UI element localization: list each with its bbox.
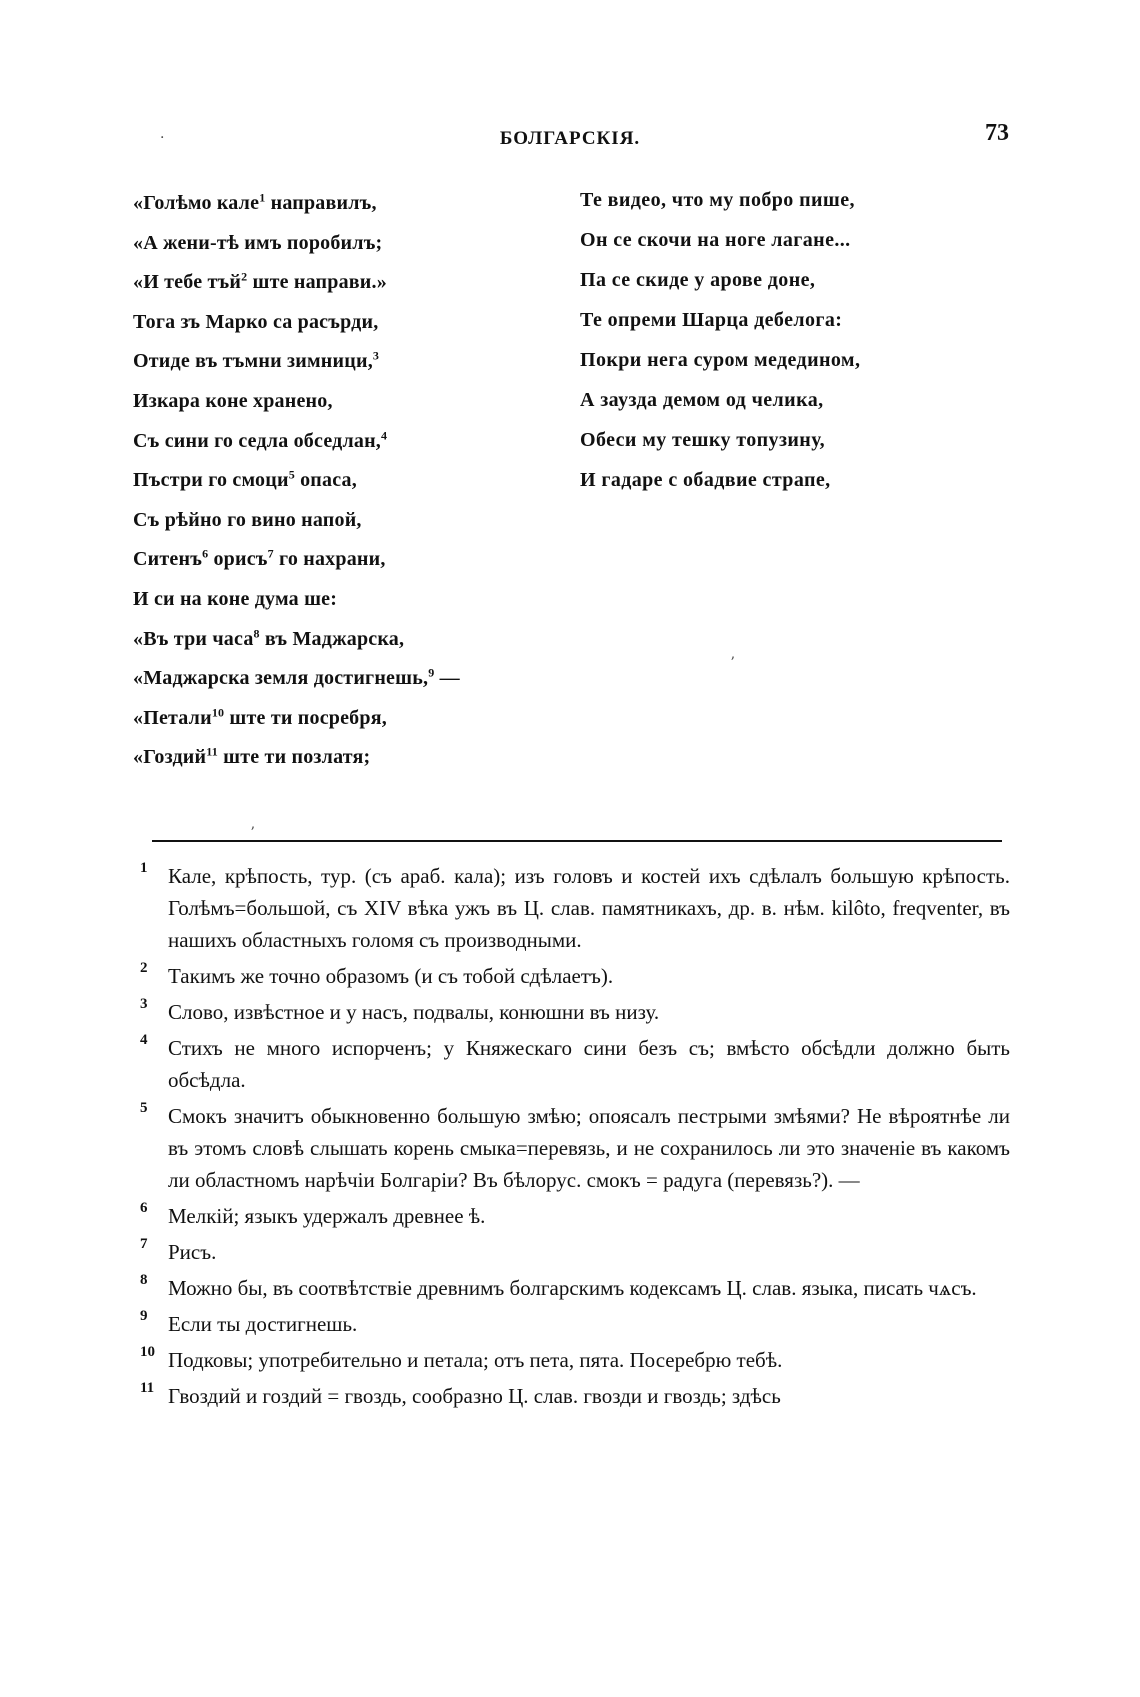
footnote-ref[interactable]: 8 [253, 625, 260, 640]
footnote-text: Мелкій; языкъ удержалъ древнее ѣ. [168, 1204, 486, 1228]
verse-text: «И тебе тъй [133, 271, 242, 294]
verse-text: Тога зъ Марко са расърди, [133, 310, 379, 333]
poem-right-column [580, 180, 1000, 500]
footnote-number: 9 [140, 1308, 148, 1324]
footnote [140, 1236, 1010, 1268]
footnote-ref[interactable]: 3 [372, 348, 380, 363]
footnote [140, 960, 1010, 992]
footnote [140, 1100, 1010, 1196]
verse-line [133, 659, 573, 699]
verse-line: Те видео, что му побро пише, [580, 189, 855, 211]
footnote-number: 8 [140, 1272, 148, 1288]
footnote-ref[interactable]: 1 [259, 190, 266, 205]
verse-text: Съ рѣйно го вино напой, [133, 508, 362, 531]
verse-text: ште направи.» [247, 271, 387, 294]
footnote [140, 1344, 1010, 1376]
footnote-ref[interactable]: 10 [211, 705, 225, 720]
verse-text: ште ти посребря, [224, 706, 387, 729]
verse-text: Отиде въ тъмни зимници, [133, 350, 373, 373]
footnote-text: Такимъ же точно образомъ (и съ тобой сдѣлаетъ). [168, 964, 614, 988]
verse-text: орисъ [208, 548, 268, 571]
verse-text: въ Маджарска, [259, 627, 405, 650]
footnote [140, 1272, 1010, 1304]
verse-line [133, 263, 573, 303]
footnote-text: Кале, крѣпость, тур. (съ араб. кала); изъ головъ и костей ихъ сдѣлалъ большую крѣпость. Голѣмъ=большой, съ XIV вѣка ужъ въ Ц. слав. памятникахъ, др. в. нѣм. kilôto, freqventer, въ нашихъ областныхъ голомя съ производными. [168, 864, 1010, 952]
paper-speck: · [160, 130, 165, 146]
footnote-number: 3 [140, 996, 148, 1012]
verse-line [133, 382, 573, 422]
footnote-number: 2 [140, 960, 148, 976]
footnote-text: Гвоздий и гоздий = гвоздь, сообразно Ц. слав. гвозди и гвоздь; здѣсь [168, 1384, 781, 1408]
footnote [140, 1380, 1010, 1412]
verse-text: «Въ три часа [133, 627, 254, 650]
footnote-number: 7 [140, 1236, 148, 1252]
footnote [140, 1032, 1010, 1096]
verse-line [133, 184, 573, 224]
verse-text: ште ти позлатя; [217, 746, 371, 769]
footnote-text: Подковы; употребительно и петала; отъ пета, пята. Посеребрю тебѣ. [168, 1348, 783, 1372]
paper-speck: ʼ [250, 825, 255, 841]
footnote-number: 6 [140, 1200, 148, 1216]
verse-line [133, 540, 573, 580]
verse-line [133, 580, 573, 620]
verse-text: опаса, [294, 469, 357, 492]
verse-line: Па се скиде у арове доне, [580, 269, 816, 291]
verse-line: А заузда демом од челика, [580, 389, 824, 411]
verse-text: «Гоздий [133, 746, 207, 769]
footnote-ref[interactable]: 2 [241, 269, 248, 284]
verse-line [133, 342, 573, 382]
verse-line [133, 501, 573, 541]
verse-text: «А жени-тѣ имъ поробилъ; [133, 231, 383, 254]
verse-line [133, 224, 573, 264]
verse-text: Съ сини го седла обседлан, [133, 429, 382, 452]
footnote-ref[interactable]: 4 [381, 427, 388, 442]
footnote-number: 5 [140, 1100, 148, 1116]
verse-text: «Маджарска земля достигнешь, [133, 667, 429, 690]
footnote-text: Слово, извѣстное и у насъ, подвалы, конюшни въ низу. [168, 1000, 660, 1024]
verse-text: И си на коне дума ше: [133, 587, 338, 610]
verse-line [133, 461, 573, 501]
verse-text: «Петали [133, 706, 212, 729]
footnote-text: Стихъ не много испорченъ; у Княжескаго сини безъ съ; вмѣсто обсѣдли должно быть обсѣдла. [168, 1036, 1010, 1092]
footnote [140, 860, 1010, 956]
paper-speck: ʼ [730, 655, 735, 671]
footnote-text: Если ты достигнешь. [168, 1312, 358, 1336]
footnote-ref[interactable]: 6 [202, 546, 209, 561]
verse-text: Пъстри го смоци [133, 469, 289, 492]
verse-text: — [434, 667, 460, 690]
footnote-ref[interactable]: 7 [267, 546, 274, 561]
footnote [140, 1200, 1010, 1232]
verse-line: Те опреми Шарца дебелога: [580, 309, 843, 331]
verse-line: Обеси му тешку топузину, [580, 429, 826, 451]
verse-line [133, 303, 573, 343]
verse-text: «Голѣмо кале [133, 192, 260, 214]
footnote-ref[interactable]: 11 [206, 744, 218, 759]
verse-line [133, 422, 573, 462]
footnote-ref[interactable]: 9 [428, 665, 435, 680]
footnote-number: 4 [140, 1032, 148, 1048]
page-number: 73 [985, 120, 1009, 146]
footnote-text: Рисъ. [168, 1240, 217, 1264]
footnote [140, 996, 1010, 1028]
verse-line [133, 620, 573, 660]
footnote-number: 11 [140, 1380, 155, 1396]
running-header: БОЛГАРСКІЯ. [499, 128, 641, 149]
verse-line [133, 738, 573, 778]
footnote-text: Смокъ значитъ обыкновенно большую змѣю; опоясалъ пестрыми змѣями? Не вѣроятнѣе ли въ этомъ словѣ слышать корень смыка=перевязь, и не сохранилось ли это значеніе въ какомъ ли областномъ нарѣчіи Болгаріи? Въ бѣлорус. смокъ = радуга (перевязь?). — [168, 1104, 1010, 1192]
footnote-text: Можно бы, въ соотвѣтствіе древнимъ болгарскимъ кодексамъ Ц. слав. языка, писать чѧсъ. [168, 1276, 977, 1300]
footnote-number: 10 [140, 1344, 155, 1360]
footnotes-section [140, 860, 1010, 1416]
verse-line: Он се скочи на ноге лагане... [580, 229, 851, 251]
verse-text: Ситенъ [133, 548, 203, 571]
verse-text: направилъ, [265, 192, 377, 214]
footnote-divider [152, 840, 1002, 842]
verse-text: го нахрани, [273, 548, 386, 571]
verse-line: Покри нега суром медедином, [580, 349, 861, 371]
verse-line: И гадаре с обадвие страпе, [580, 469, 831, 491]
poem-left-column [133, 184, 573, 778]
footnote [140, 1308, 1010, 1340]
verse-text: Изкара коне хранено, [133, 389, 333, 412]
verse-line [133, 699, 573, 739]
footnote-ref[interactable]: 5 [288, 467, 295, 482]
footnote-number: 1 [140, 860, 148, 876]
